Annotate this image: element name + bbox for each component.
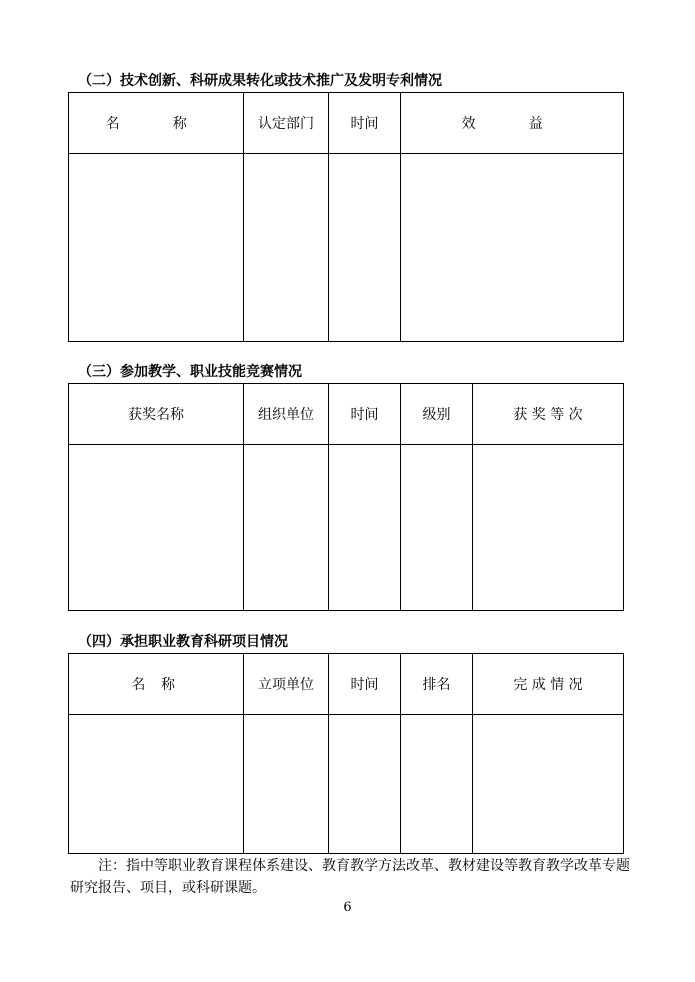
table-cell[interactable] xyxy=(401,445,473,611)
table-cell[interactable] xyxy=(244,445,329,611)
section-3-heading: （三）参加教学、职业技能竞赛情况 xyxy=(78,364,302,380)
header-cell-completion: 完 成 情 况 xyxy=(473,654,624,715)
table-cell[interactable] xyxy=(473,445,624,611)
header-cell-approving-unit: 立项单位 xyxy=(244,654,329,715)
table-cell[interactable] xyxy=(329,154,401,342)
table-cell[interactable] xyxy=(401,715,473,854)
header-cell-time: 时间 xyxy=(329,384,401,445)
header-cell-name: 名 称 xyxy=(69,654,244,715)
header-cell-time: 时间 xyxy=(329,93,401,154)
section-2-heading: （二）技术创新、科研成果转化或技术推广及发明专利情况 xyxy=(78,73,442,89)
header-cell-name: 名 称 xyxy=(69,93,244,154)
header-cell-award-rank: 获 奖 等 次 xyxy=(473,384,624,445)
header-cell-level: 级别 xyxy=(401,384,473,445)
footnote: 注：指中等职业教育课程体系建设、教育教学方法改革、教材建设等教育教学改革专题研究报告、项目，或科研课题。 xyxy=(70,858,630,896)
table-cell[interactable] xyxy=(244,154,329,342)
table-cell[interactable] xyxy=(329,715,401,854)
research-project-table xyxy=(68,653,624,854)
table-row xyxy=(69,445,624,611)
header-cell-award-name: 获奖名称 xyxy=(69,384,244,445)
table-cell[interactable] xyxy=(69,154,244,342)
table-row xyxy=(69,154,624,342)
table-header-row xyxy=(69,654,624,715)
table-header-row xyxy=(69,384,624,445)
tech-innovation-table xyxy=(68,92,624,342)
table-row xyxy=(69,715,624,854)
header-cell-time: 时间 xyxy=(329,654,401,715)
competition-table xyxy=(68,383,624,611)
header-cell-benefit: 效 益 xyxy=(401,93,624,154)
table-cell[interactable] xyxy=(69,715,244,854)
table-cell[interactable] xyxy=(473,715,624,854)
table-header-row xyxy=(69,93,624,154)
table-cell[interactable] xyxy=(329,445,401,611)
table-cell[interactable] xyxy=(244,715,329,854)
section-4-heading: （四）承担职业教育科研项目情况 xyxy=(78,634,288,650)
page-number: 6 xyxy=(343,900,352,915)
header-cell-department: 认定部门 xyxy=(244,93,329,154)
table-cell[interactable] xyxy=(401,154,624,342)
table-cell[interactable] xyxy=(69,445,244,611)
header-cell-ranking: 排名 xyxy=(401,654,473,715)
header-cell-organizer: 组织单位 xyxy=(244,384,329,445)
